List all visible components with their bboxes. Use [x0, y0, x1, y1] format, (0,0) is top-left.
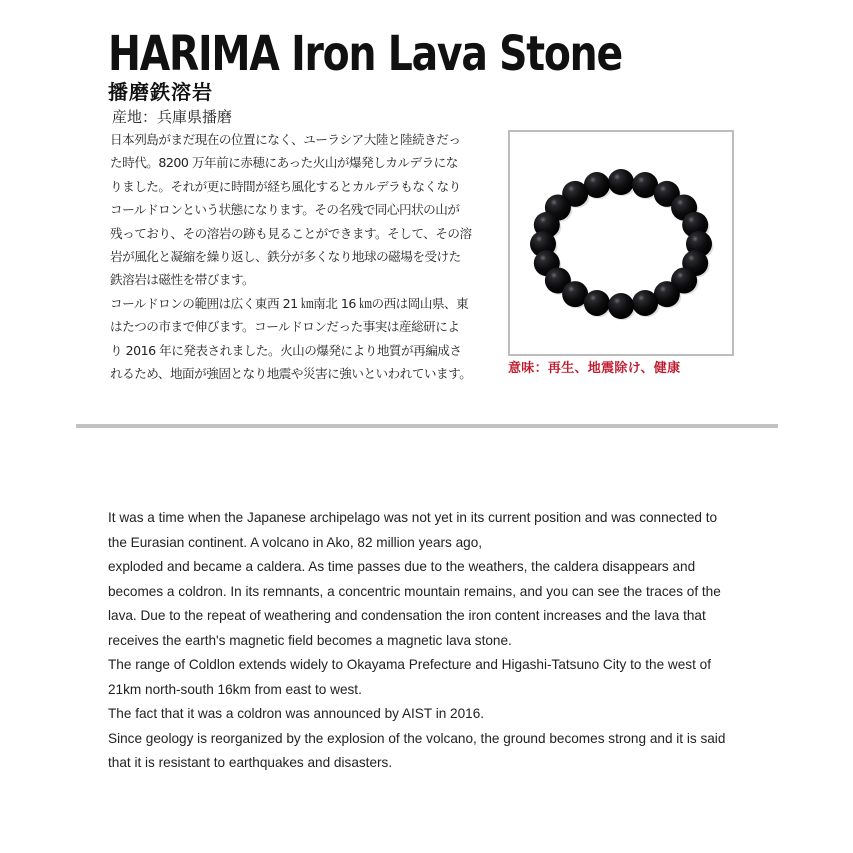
en-line: receives the earth's magnetic field becomes a magnetic lava stone. — [108, 632, 512, 648]
jp-line: コールドロンの範囲は広く東西 21 ㎞南北 16 ㎞の西は岡山県、東 — [110, 295, 469, 311]
page-subtitle-japanese: 播磨鉄溶岩 — [108, 80, 213, 104]
en-line: It was a time when the Japanese archipelago was not yet in its current position and was connected to — [108, 510, 718, 525]
en-line: 21km north-south 16km from east to west. — [108, 681, 362, 697]
en-line: that it is resistant to earthquakes and disasters. — [108, 755, 393, 770]
en-line: the Eurasian continent. A volcano in Ako, 82 million years ago, — [108, 534, 483, 550]
jp-line: り 2016 年に発表されました。火山の爆発により地質が再編成さ — [110, 342, 462, 358]
en-line: lava. Due to the repeat of weathering and condensation the iron content increases and the lava that — [108, 608, 706, 623]
product-photo-frame — [508, 130, 734, 356]
bead — [584, 290, 610, 316]
en-line: becomes a coldron. In its remnants, a concentric mountain remains, and you can see the traces of the — [108, 583, 721, 599]
jp-line: れるため、地面が強固となり地震や災害に強いといわれています。 — [110, 366, 472, 382]
en-line: Since geology is reorganized by the explosion of the volcano, the ground becomes strong and it is said — [108, 730, 726, 746]
jp-line: りました。それが更に時間が経ち風化するとカルデラもなくなり — [110, 178, 461, 194]
black-bead-bracelet-icon — [510, 132, 732, 354]
english-description — [108, 506, 758, 776]
bead — [608, 169, 634, 195]
en-line: The fact that it was a coldron was announced by AIST in 2016. — [108, 706, 485, 721]
en-line: The range of Coldlon extends widely to Okayama Prefecture and Higashi-Tatsuno City to the west of — [108, 657, 711, 672]
bead — [608, 293, 634, 319]
origin-label: 産地：兵庫県播磨 — [112, 108, 233, 126]
jp-line: はたつの市まで伸びます。コールドロンだった事実は産総研によ — [110, 319, 460, 335]
jp-line: コールドロンという状態になります。その名残で同心円状の山が — [110, 202, 460, 218]
japanese-description — [110, 128, 500, 385]
jp-line: 岩が風化と凝縮を繰り返し、鉄分が多くなり地球の磁場を受けた — [110, 249, 461, 265]
jp-line: 日本列島がまだ現在の位置になく、ユーラシア大陸と陸続きだっ — [110, 132, 461, 147]
meaning-text: 意味：再生、地震除け、健康 — [508, 361, 681, 376]
section-divider — [76, 424, 778, 428]
jp-line: た時代。8200 万年前に赤穂にあった火山が爆発しカルデラにな — [110, 155, 458, 171]
jp-line: 残っており、その溶岩の跡も見ることができます。そして、その溶 — [110, 225, 472, 241]
page-title: HARIMA Iron Lava Stone — [108, 26, 622, 82]
en-line: exploded and became a caldera. As time passes due to the weathers, the caldera disappears and — [108, 559, 696, 574]
bead — [632, 290, 658, 316]
jp-line: 鉄溶岩は磁性を帯びます。 — [110, 272, 255, 288]
